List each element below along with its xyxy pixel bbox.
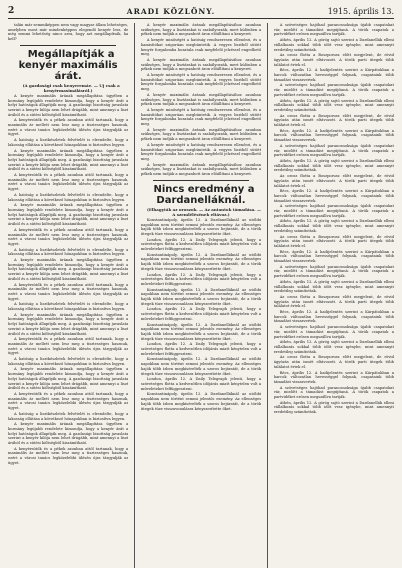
column-1 <box>8 23 128 568</box>
paper-name: ARADI KÖZLÖNY. <box>126 7 216 16</box>
paragraph: Az orosz flotta a Boszporusz előtt megjelent, de rövid ágyúzás után ismét eltávozott. A török parti ütegek több találatot értek el. <box>273 113 394 128</box>
paragraph: A kenyér minőségét a hatóság rendszeresen ellenőrzi, és a hamisítókat szigorúan megbüntetik. A vegyes lisztből sütött kenyér forgalomba hozatala csak megfelelő jelzéssel engedhető meg. <box>140 38 262 57</box>
paragraph: London, április 12. A Daily Telegraph jelenti, hogy a szövetséges flotta a kedvezőtlen időjárás miatt kénytelen volt a műveleteket felfüggeszteni. <box>140 342 262 356</box>
article-title-dardanelles: Nincs eredmény a Dardanelláknál. <box>153 183 255 206</box>
paragraph: London, április 12. A Daily Telegraph jelenti, hogy a szövetséges flotta a kedvezőtlen időjárás miatt kénytelen volt a műveleteket felfüggeszteni. <box>140 307 262 321</box>
paragraph: A hatóság a lisztkészletek felvételét is elrendelte, hogy a lakosság ellátása a következő hónapokban is biztosítva legyen. <box>8 192 129 202</box>
paragraph: A szövetséges hajóhad parancsnoksága újabb csapatokat vár, mielőtt a támadást megújítaná. A török csapatok a partvidéket erősen megszállva tartják. <box>273 385 394 400</box>
article-title-bread: Megállapítják a kenyér maximális árát. <box>18 48 118 82</box>
paragraph: Konstantinápoly, április 12. A Dardanelláknál az utóbbi napokban nem történt semmi jelentős esemény. Az ellenséges hajók több ízben megkísérelték a szoros bejáratát, de a török ütegek tüze visszavonulásra kényszerítette őket. <box>140 217 262 236</box>
paragraph: A kenyér maximális árának megállapítása ügyében a kormány legújabb rendelete kimondja, hogy a kenyér árát a helyi hatóságok állapítják meg. A gazdasági bizottság javaslata szerint a kenyér kilója nem lehet drágább, mint amennyi a liszt árából és a sütési költségből kiszámítható. <box>8 367 129 391</box>
paragraph: A kenyér maximális árának megállapításához azonban szükséges, hogy a lisztárakat is szabályozzák, mert különben a pékek nem tudják a megszabott áron előállítani a kenyeret. <box>140 92 262 107</box>
paragraph: A kenyér maximális árának megállapítása ügyében a kormány legújabb rendelete kimondja, hogy a kenyér árát a helyi hatóságok állapítják meg. A gazdasági bizottság javaslata szerint a kenyér kilója nem lehet drágább, mint amennyi a liszt árából és a sütési költségből kiszámítható. <box>8 312 129 336</box>
paragraph: London, április 12. A Daily Telegraph jelenti, hogy a szövetséges flotta a kedvezőtlen időjárás miatt kénytelen volt a műveleteket felfüggeszteni. <box>140 377 262 391</box>
paragraph: A kenyérsütők és a pékek azonban attól tartanak, hogy a maximális ár mellett nem lesz meg a tisztességes hasznuk, ezért a városi tanács legközelebbi ülésén újra tárgyalják az ügyet. <box>8 227 129 246</box>
paragraph: Konstantinápoly, április 12. A Dardanelláknál az utóbbi napokban nem történt semmi jelentős esemény. Az ellenséges hajók több ízben megkísérelték a szoros bejáratát, de a török ütegek tüze visszavonulásra kényszerítette őket. <box>140 357 262 376</box>
paragraph: Bécs, április 12. A hadijelentés szerint a Kárpátokban a harcok változatlan hevességgel folynak, csapataink több támadást visszavertek. <box>273 68 394 82</box>
paragraph: Bécs, április 12. A hadijelentés szerint a Kárpátokban a harcok változatlan hevességgel folynak, csapataink több támadást visszavertek. <box>273 310 394 324</box>
paragraph: A kenyérsütők és a pékek azonban attól tartanak, hogy a maximális ár mellett nem lesz meg a tisztességes hasznuk, ezért a városi tanács legközelebbi ülésén újra tárgyalják az ügyet. <box>8 392 129 411</box>
column-3 <box>274 23 394 568</box>
paragraph: Az orosz flotta a Boszporusz előtt megjelent, de rövid ágyúzás után ismét eltávozott. A török parti ütegek több találatot értek el. <box>273 294 394 309</box>
paragraph: Athén, április 12. A görög sajtó szerint a Dardanellák elleni vállalkozás sokkal több időt vesz igénybe, mint amennyit eredetileg számítottak. <box>273 340 394 354</box>
paragraph: Bécs, április 12. A hadijelentés szerint a Kárpátokban a harcok változatlan hevességgel folynak, csapataink több támadást visszavertek. <box>273 189 394 203</box>
paragraph: A kenyér maximális árának megállapítása ügyében a kormány legújabb rendelete kimondja, hogy a kenyér árát a helyi hatóságok állapítják meg. A gazdasági bizottság javaslata szerint a kenyér kilója nem lehet drágább, mint amennyi a liszt árából és a sütési költségből kiszámítható. <box>8 422 129 446</box>
paragraph: A kenyér maximális árának megállapításához azonban szükséges, hogy a lisztárakat is szabályozzák, mert különben a pékek nem tudják a megszabott áron előállítani a kenyeret. <box>140 127 262 142</box>
paragraph: A kenyér maximális árának megállapítása ügyében a kormány legújabb rendelete kimondja, hogy a kenyér árát a helyi hatóságok állapítják meg. A gazdasági bizottság javaslata szerint a kenyér kilója nem lehet drágább, mint amennyi a liszt árából és a sütési költségből kiszámítható. <box>8 148 129 172</box>
paragraph: A kenyér maximális árának megállapításához azonban szükséges, hogy a lisztárakat is szabályozzák, mert különben a pékek nem tudják a megszabott áron előállítani a kenyeret. <box>140 162 262 177</box>
article-subtitle-bread: (A gazdasági csak kenyeremáe. — Uj csak a kenyérmaximálásról.) <box>22 82 120 93</box>
paragraph: A kenyér maximális árának megállapításához azonban szükséges, hogy a lisztárakat is szabályozzák, mert különben a pékek nem tudják a megszabott áron előállítani a kenyeret. <box>140 23 262 37</box>
issue-date: 1915. április 13. <box>327 7 394 16</box>
paragraph: A hatóság a lisztkészletek felvételét is elrendelte, hogy a lakosság ellátása a következő hónapokban is biztosítva legyen. <box>8 138 129 147</box>
article-subtitle-dardanelles: (Elhagyták az oroszok. — Az antantok támadása. — A szemlélésének eltávoz.) <box>146 206 262 217</box>
paragraph: A kenyér maximális árának megállapítása ügyében a kormány legújabb rendelete kimondja, hogy a kenyér árát a helyi hatóságok állapítják meg. A gazdasági bizottság javaslata szerint a kenyér kilója nem lehet drágább, mint amennyi a liszt árából és a sütési költségből kiszámítható. <box>8 93 129 117</box>
column-divider <box>134 23 135 568</box>
paragraph: A kenyérsütők és a pékek azonban attól tartanak, hogy a maximális ár mellett nem lesz meg a tisztességes hasznuk, ezért a városi tanács legközelebbi ülésén újra tárgyalják az ügyet. <box>8 337 129 356</box>
paragraph: A hatóság a lisztkészletek felvételét is elrendelte, hogy a lakosság ellátása a következő hónapokban is biztosítva legyen. <box>8 302 129 312</box>
paragraph: A kenyérsütők és a pékek azonban attól tartanak, hogy a maximális ár mellett nem lesz meg a tisztességes hasznuk, ezért a városi tanács legközelebbi ülésén újra tárgyalják az ügyet. <box>8 282 129 301</box>
column-divider <box>267 23 268 568</box>
paragraph: A kenyér minőségét a hatóság rendszeresen ellenőrzi, és a hamisítókat szigorúan megbüntetik. A vegyes lisztből sütött kenyér forgalomba hozatala csak megfelelő jelzéssel engedhető meg. <box>140 107 262 127</box>
paragraph: A kenyér maximális árának megállapítása ügyében a kormány legújabb rendelete kimondja, hogy a kenyér árát a helyi hatóságok állapítják meg. A gazdasági bizottság javaslata szerint a kenyér kilója nem lehet drágább, mint amennyi a liszt árából és a sütési költségből kiszámítható. <box>8 203 129 227</box>
page-header <box>8 6 394 19</box>
paragraph: Bécs, április 12. A hadijelentés szerint a Kárpátokban a harcok változatlan hevességgel folynak, csapataink több támadást visszavertek. <box>273 128 394 143</box>
paragraph: A szövetséges hajóhad parancsnoksága újabb csapatokat vár, mielőtt a támadást megújítaná. A török csapatok a partvidéket erősen megszállva tartják. <box>273 23 394 37</box>
paragraph: London, április 12. A Daily Telegraph jelenti, hogy a szövetséges flotta a kedvezőtlen időjárás miatt kénytelen volt a műveleteket felfüggeszteni. <box>140 237 262 252</box>
paragraph: A kenyér minőségét a hatóság rendszeresen ellenőrzi, és a hamisítókat szigorúan megbüntetik. A vegyes lisztből sütött kenyér forgalomba hozatala csak megfelelő jelzéssel engedhető meg. <box>140 142 262 161</box>
paragraph: talán már semmiképpen nem vagy magyar állam lehetséges, amelyben most már mindenképpen elegendő kenyér lesz, de még semmi lehetőség nincs arra, hogy azt megállapítsák, ha kell? <box>8 23 129 42</box>
paragraph: A kenyérsütők és a pékek azonban attól tartanak, hogy a maximális ár mellett nem lesz meg a tisztességes hasznuk, ezért a városi tanács legközelebbi ülésén újra tárgyalják az ügyet. <box>8 446 129 465</box>
divider <box>153 180 249 181</box>
paragraph: A szövetséges hajóhad parancsnoksága újabb csapatokat vár, mielőtt a támadást megújítaná. A török csapatok a partvidéket erősen megszállva tartják. <box>273 83 394 97</box>
paragraph: Az orosz flotta a Boszporusz előtt megjelent, de rövid ágyúzás után ismét eltávozott. A török parti ütegek több találatot értek el. <box>273 53 394 67</box>
paragraph: A hatóság a lisztkészletek felvételét is elrendelte, hogy a lakosság ellátása a következő hónapokban is biztosítva legyen. <box>8 411 129 421</box>
paragraph: A kenyérsütők és a pékek azonban attól tartanak, hogy a maximális ár mellett nem lesz meg a tisztességes hasznuk, ezért a városi tanács legközelebbi ülésén újra tárgyalják az ügyet. <box>8 118 129 137</box>
paragraph: Athén, április 12. A görög sajtó szerint a Dardanellák elleni vállalkozás sokkal több időt vesz igénybe, mint amennyit eredetileg számítottak. <box>273 219 394 233</box>
paragraph: A kenyér minőségét a hatóság rendszeresen ellenőrzi, és a hamisítókat szigorúan megbüntetik. A vegyes lisztből sütött kenyér forgalomba hozatala csak megfelelő jelzéssel engedhető meg. <box>140 73 262 92</box>
paragraph: Az orosz flotta a Boszporusz előtt megjelent, de rövid ágyúzás után ismét eltávozott. A török parti ütegek több találatot értek el. <box>273 174 394 188</box>
paragraph: Athén, április 12. A görög sajtó szerint a Dardanellák elleni vállalkozás sokkal több időt vesz igénybe, mint amennyit eredetileg számítottak. <box>273 38 394 52</box>
paragraph: Konstantinápoly, április 12. A Dardanelláknál az utóbbi napokban nem történt semmi jelentős esemény. Az ellenséges hajók több ízben megkísérelték a szoros bejáratát, de a török ütegek tüze visszavonulásra kényszerítette őket. <box>140 287 262 306</box>
paragraph: A szövetséges hajóhad parancsnoksága újabb csapatokat vár, mielőtt a támadást megújítaná. A török csapatok a partvidéket erősen megszállva tartják. <box>273 143 394 158</box>
column-2 <box>141 23 261 568</box>
page-number: 2 <box>8 6 15 16</box>
paragraph: A kenyér maximális árának megállapításához azonban szükséges, hogy a lisztárakat is szabályozzák, mert különben a pékek nem tudják a megszabott áron előállítani a kenyeret. <box>140 57 262 72</box>
divider <box>20 45 116 46</box>
paragraph: Athén, április 12. A görög sajtó szerint a Dardanellák elleni vállalkozás sokkal több időt vesz igénybe, mint amennyit eredetileg számítottak. <box>273 400 394 415</box>
paragraph: A szövetséges hajóhad parancsnoksága újabb csapatokat vár, mielőtt a támadást megújítaná. A török csapatok a partvidéket erősen megszállva tartják. <box>273 204 394 218</box>
paragraph: Athén, április 12. A görög sajtó szerint a Dardanellák elleni vállalkozás sokkal több időt vesz igénybe, mint amennyit eredetileg számítottak. <box>273 98 394 112</box>
paragraph: Konstantinápoly, április 12. A Dardanelláknál az utóbbi napokban nem történt semmi jelentős esemény. Az ellenséges hajók több ízben megkísérelték a szoros bejáratát, de a török ütegek tüze visszavonulásra kényszerítette őket. <box>140 252 262 271</box>
paragraph: Bécs, április 12. A hadijelentés szerint a Kárpátokban a harcok változatlan hevességgel folynak, csapataink több támadást visszavertek. <box>273 249 394 264</box>
paragraph: London, április 12. A Daily Telegraph jelenti, hogy a szövetséges flotta a kedvezőtlen időjárás miatt kénytelen volt a műveleteket felfüggeszteni. <box>140 272 262 286</box>
paragraph: Bécs, április 12. A hadijelentés szerint a Kárpátokban a harcok változatlan hevességgel folynak, csapataink több támadást visszavertek. <box>273 370 394 384</box>
paragraph: Az orosz flotta a Boszporusz előtt megjelent, de rövid ágyúzás után ismét eltávozott. A török parti ütegek több találatot értek el. <box>273 355 394 369</box>
paragraph: A kenyérsütők és a pékek azonban attól tartanak, hogy a maximális ár mellett nem lesz meg a tisztességes hasznuk, ezért a városi tanács legközelebbi ülésén újra tárgyalják az ügyet. <box>8 173 129 192</box>
paragraph: A szövetséges hajóhad parancsnoksága újabb csapatokat vár, mielőtt a támadást megújítaná. A török csapatok a partvidéket erősen megszállva tartják. <box>273 264 394 279</box>
paragraph: Konstantinápoly, április 12. A Dardanelláknál az utóbbi napokban nem történt semmi jelentős esemény. Az ellenséges hajók több ízben megkísérelték a szoros bejáratát, de a török ütegek tüze visszavonulásra kényszerítette őket. <box>140 392 262 411</box>
paragraph: Az orosz flotta a Boszporusz előtt megjelent, de rövid ágyúzás után ismét eltávozott. A török parti ütegek több találatot értek el. <box>273 234 394 248</box>
paragraph: Athén, április 12. A görög sajtó szerint a Dardanellák elleni vállalkozás sokkal több időt vesz igénybe, mint amennyit eredetileg számítottak. <box>273 158 394 173</box>
paragraph: A hatóság a lisztkészletek felvételét is elrendelte, hogy a lakosság ellátása a következő hónapokban is biztosítva legyen. <box>8 357 129 366</box>
paragraph: A hatóság a lisztkészletek felvételét is elrendelte, hogy a lakosság ellátása a következő hónapokban is biztosítva legyen. <box>8 247 129 257</box>
paragraph: A szövetséges hajóhad parancsnoksága újabb csapatokat vár, mielőtt a támadást megújítaná. A török csapatok a partvidéket erősen megszállva tartják. <box>273 325 394 339</box>
paragraph: A kenyér maximális árának megállapítása ügyében a kormány legújabb rendelete kimondja, hogy a kenyér árát a helyi hatóságok állapítják meg. A gazdasági bizottság javaslata szerint a kenyér kilója nem lehet drágább, mint amennyi a liszt árából és a sütési költségből kiszámítható. <box>8 258 129 281</box>
paragraph: Athén, április 12. A görög sajtó szerint a Dardanellák elleni vállalkozás sokkal több időt vesz igénybe, mint amennyit eredetileg számítottak. <box>273 279 394 294</box>
columns <box>8 23 394 568</box>
paragraph: Konstantinápoly, április 12. A Dardanelláknál az utóbbi napokban nem történt semmi jelentős esemény. Az ellenséges hajók több ízben megkísérelték a szoros bejáratát, de a török ütegek tüze visszavonulásra kényszerítette őket. <box>140 322 262 341</box>
